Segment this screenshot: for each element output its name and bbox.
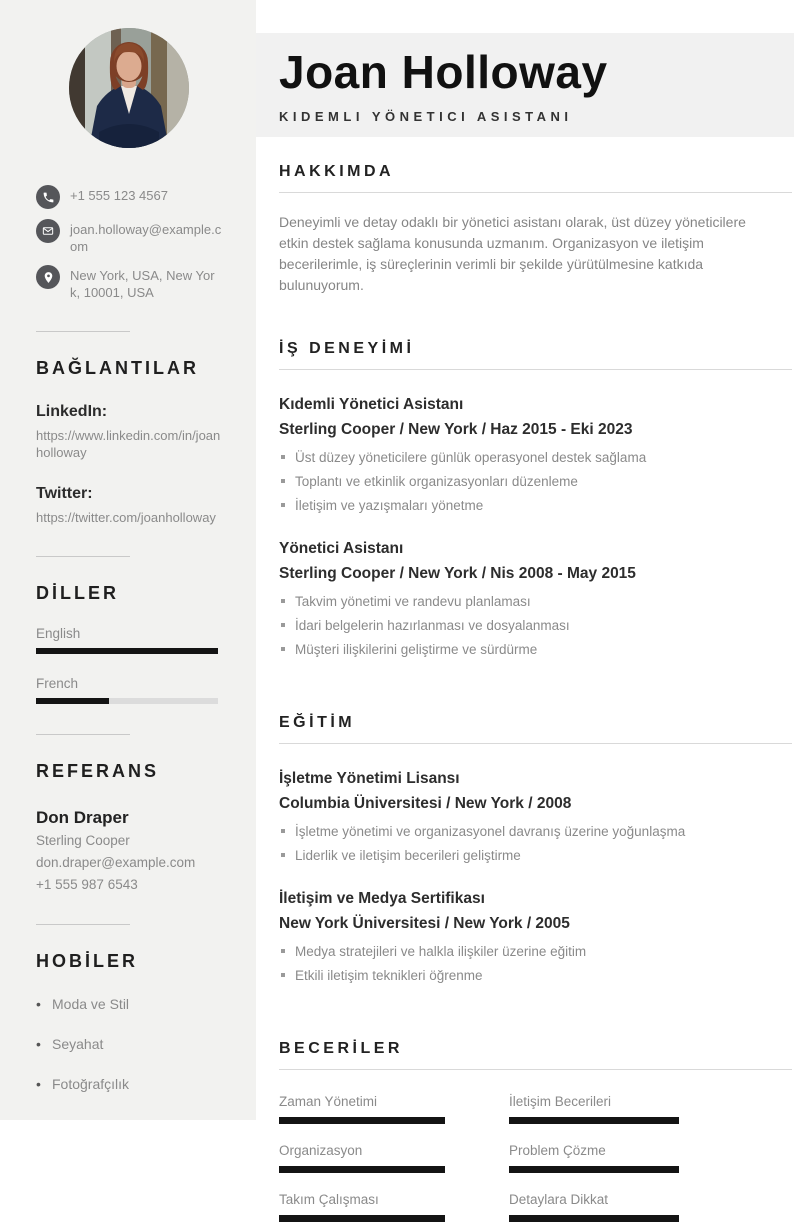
job-bullet: Müşteri ilişkilerini geliştirme ve sürdürme <box>279 641 792 658</box>
about-title: HAKKIMDA <box>279 163 395 180</box>
about-text: Deneyimli ve detay odaklı bir yönetici asistanı olarak, üst düzey yöneticilere etkin destek sağlama konusunda uzmanım. Organizasyon ve iletişim becerilerimle, iş süreçlerinin verimli bir şekilde yürütülmesine katkıda bulunuyorum. <box>279 214 746 293</box>
contact-email <box>36 218 222 255</box>
skill-item <box>279 1192 445 1222</box>
job-meta: Sterling Cooper / New York / Nis 2008 - May 2015 <box>279 565 636 582</box>
job-meta: Sterling Cooper / New York / Haz 2015 - Eki 2023 <box>279 421 633 438</box>
degree-bullet: Liderlik ve iletişim becerileri geliştirme <box>279 847 792 864</box>
skill-name: İletişim Becerileri <box>509 1094 612 1109</box>
profile-photo-illustration <box>69 28 189 148</box>
degree-bullets <box>279 823 792 864</box>
reference-company: Sterling Cooper <box>36 833 130 848</box>
skill-level-bar <box>509 1166 679 1173</box>
job-title: Yönetici Asistanı <box>279 540 404 557</box>
phone-icon <box>36 185 60 209</box>
skill-item <box>509 1143 679 1173</box>
skill-name: Detaylara Dikkat <box>509 1192 609 1207</box>
hobby-item: • Fotoğrafçılık <box>36 1076 222 1092</box>
reference-phone: +1 555 987 6543 <box>36 877 138 892</box>
skill-item <box>279 1143 445 1173</box>
reference-section-title: REFERANS <box>36 761 160 781</box>
degree-bullet: Medya stratejileri ve halkla ilişkiler üzerine eğitim <box>279 943 792 960</box>
job-bullet: İletişim ve yazışmaları yönetme <box>279 497 792 514</box>
reference-name: Don Draper <box>36 808 129 827</box>
education-title: EĞİTİM <box>279 714 356 731</box>
skills-title: BECERİLER <box>279 1040 403 1057</box>
contact-block <box>36 184 222 301</box>
job-bullets <box>279 593 792 658</box>
skill-level-bar <box>509 1215 679 1222</box>
language-name: English <box>36 626 81 641</box>
experience-title: İŞ DENEYİMİ <box>279 340 415 357</box>
education-entry <box>279 890 792 984</box>
language-level-track <box>36 698 218 704</box>
education-section <box>279 714 792 984</box>
sidebar-divider <box>36 556 130 557</box>
skill-name: Takım Çalışması <box>279 1192 379 1207</box>
section-rule <box>279 743 792 744</box>
sidebar-divider <box>36 734 130 735</box>
main-content <box>256 163 794 1222</box>
link-item-linkedin <box>36 403 222 461</box>
twitter-url: https://twitter.com/joanholloway <box>36 510 216 525</box>
job-bullet: Toplantı ve etkinlik organizasyonları düzenleme <box>279 473 792 490</box>
language-name: French <box>36 676 79 691</box>
degree-meta: New York Üniversitesi / New York / 2005 <box>279 915 570 932</box>
degree-bullets <box>279 943 792 984</box>
address-text: New York, USA, New York, 10001, USA <box>70 268 215 300</box>
hobbies-section-title: HOBİLER <box>36 951 138 971</box>
skill-level-bar <box>279 1215 445 1222</box>
job-bullet: Üst düzey yöneticilere günlük operasyonel destek sağlama <box>279 449 792 466</box>
contact-address <box>36 264 222 301</box>
person-job-title: KIDEMLI YÖNETICI ASISTANI <box>279 109 573 124</box>
sidebar-divider <box>36 924 130 925</box>
skill-item <box>279 1094 445 1124</box>
phone-text: +1 555 123 4567 <box>70 188 168 203</box>
linkedin-label: LinkedIn: <box>36 403 108 420</box>
about-section <box>279 163 792 296</box>
job-bullet: İdari belgelerin hazırlanması ve dosyalanması <box>279 617 792 634</box>
twitter-label: Twitter: <box>36 485 93 502</box>
skill-name: Problem Çözme <box>509 1143 606 1158</box>
education-entry <box>279 770 792 864</box>
degree-title: İşletme Yönetimi Lisansı <box>279 770 460 787</box>
person-name: Joan Holloway <box>279 46 608 98</box>
reference-email: don.draper@example.com <box>36 855 196 870</box>
link-item-twitter <box>36 485 222 526</box>
sidebar <box>0 0 256 1120</box>
linkedin-url: https://www.linkedin.com/in/joanholloway <box>36 428 221 460</box>
job-title: Kıdemli Yönetici Asistanı <box>279 396 464 413</box>
language-item <box>36 676 222 704</box>
hobby-item: • Moda ve Stil <box>36 996 222 1012</box>
skill-level-bar <box>279 1117 445 1124</box>
section-rule <box>279 192 792 193</box>
experience-entry <box>279 396 792 514</box>
language-level-bar <box>36 648 218 654</box>
skills-section <box>279 1040 792 1222</box>
degree-bullet: Etkili iletişim teknikleri öğrenme <box>279 967 792 984</box>
language-level-track <box>36 648 218 654</box>
degree-title: İletişim ve Medya Sertifikası <box>279 890 485 907</box>
header-band <box>256 33 794 137</box>
skill-level-bar <box>509 1117 679 1124</box>
languages-section-title: DİLLER <box>36 583 119 603</box>
email-icon <box>36 219 60 243</box>
skill-item <box>509 1192 679 1222</box>
section-rule <box>279 1069 792 1070</box>
language-level-bar <box>36 698 109 704</box>
degree-meta: Columbia Üniversitesi / New York / 2008 <box>279 795 572 812</box>
skill-item <box>509 1094 679 1124</box>
hobby-item: • Seyahat <box>36 1036 222 1052</box>
job-bullets <box>279 449 792 514</box>
location-icon <box>36 265 60 289</box>
sidebar-divider <box>36 331 130 332</box>
email-text: joan.holloway@example.com <box>70 222 222 254</box>
skill-level-bar <box>279 1166 445 1173</box>
experience-entry <box>279 540 792 658</box>
section-rule <box>279 369 792 370</box>
experience-section <box>279 340 792 658</box>
degree-bullet: İşletme yönetimi ve organizasyonel davranış üzerine yoğunlaşma <box>279 823 792 840</box>
skills-grid <box>279 1094 792 1222</box>
language-item <box>36 626 222 654</box>
skill-name: Zaman Yönetimi <box>279 1094 378 1109</box>
main-column <box>256 0 794 1222</box>
contact-phone <box>36 184 222 209</box>
links-section-title: BAĞLANTILAR <box>36 358 199 378</box>
profile-photo <box>69 28 189 148</box>
job-bullet: Takvim yönetimi ve randevu planlaması <box>279 593 792 610</box>
skill-name: Organizasyon <box>279 1143 363 1158</box>
